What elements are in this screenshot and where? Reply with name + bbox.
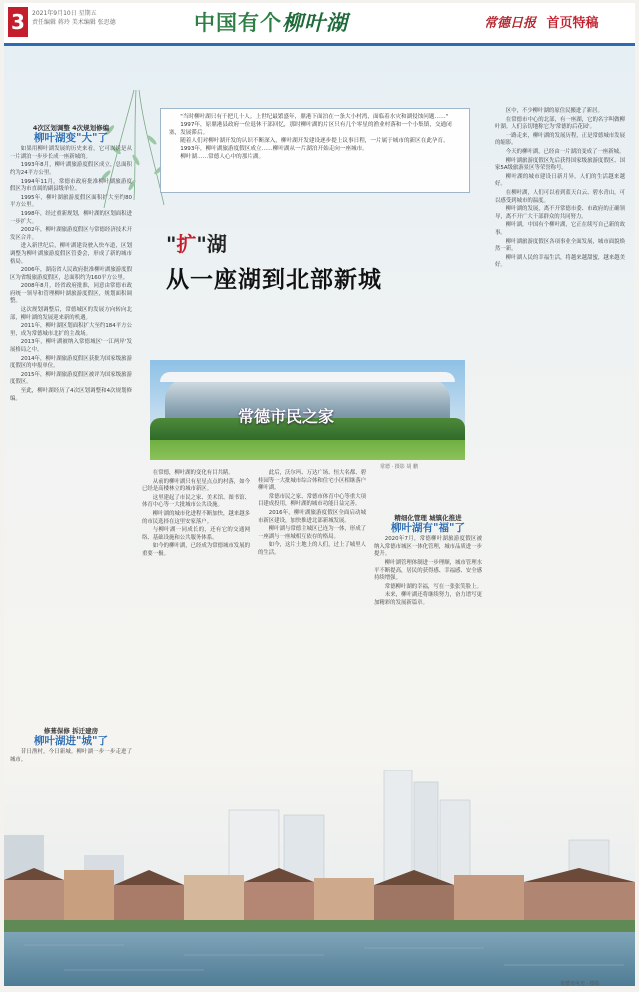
skyline-credit: 常德市风光 · 摄影 [560, 981, 600, 987]
paragraph: 柳叶湖与常德主城区已连为一体，形成了一座湖与一座城相互依存的格局。 [258, 526, 366, 540]
photo-lawn [150, 440, 465, 460]
photo-credit: 常德 · 摄影 胡 鹏 [380, 464, 418, 470]
middle-column-3 [374, 515, 482, 609]
middle-column-2 [258, 470, 366, 559]
section-tag: 精细化管理 城镇化推进 [394, 514, 462, 522]
main-headline [166, 228, 416, 294]
paragraph: 如今的柳叶湖，已经成为常德城市发展的重要一极。 [142, 543, 250, 557]
paragraph: 柳叶湖旅游度假区先后获得国家级旅游度假区、国家5A级旅游景区等荣誉称号。 [495, 157, 625, 172]
paragraph: 2020年7月，常德柳叶湖旅游度假区被纳入常德市城区一体化管理，城市品质进一步提升。 [374, 536, 482, 558]
section-subhead: 柳叶湖变"大"了 [34, 131, 108, 144]
paragraph: 2016年，柳叶湖旅游度假区全面启动城市新区建设，加快推进北部新城发展。 [258, 509, 366, 524]
paragraph: 此后，沃尔玛、万达广场、恒大名都、碧桂园等一大批城市综合体和住宅小区相继落户柳叶湖。 [258, 470, 366, 492]
paragraph: 柳叶湖的城市建设日新月异，人们的生活越来越好。 [495, 173, 625, 188]
paragraph: 进入新世纪后，柳叶湖建设驶入快车道，区划调整为柳叶湖旅游度假区管委会，形成了新的城市格局。 [10, 243, 132, 265]
page-number: 3 [8, 7, 28, 37]
middle-column-1 [142, 470, 250, 560]
headline-kicker: "扩"湖 [166, 232, 227, 256]
paragraph: 2015年，柳叶湖旅游度假区被评为国家级旅游度假区。 [10, 371, 132, 386]
paragraph: 从前的柳叶湖只有星星点点的村落，如今已经是高楼林立的城市新区。 [142, 478, 250, 493]
issue-date: 2021年9月10日 星期五 [32, 10, 97, 17]
headline-title: 从一座湖到北部新城 [166, 266, 382, 293]
intro-quote-box [160, 108, 470, 193]
photo-sign-text: 常德市民之家 [238, 407, 335, 426]
left-column-bottom [10, 728, 132, 765]
section-subhead: 柳叶湖进"城"了 [34, 734, 108, 747]
paragraph: 未来，柳叶湖还将继续努力，奋力谱写更加精彩的发展新篇章。 [374, 592, 482, 606]
paragraph: 这次规划调整后，常德城区的发展方向转向北部，柳叶湖的发展迎来新的机遇。 [10, 307, 132, 321]
paragraph: 常德柳叶湖的幸福，写在一张张笑脸上。 [384, 583, 482, 590]
paragraph: 常德市民之家、常德市体育中心等重大项目建成投用，柳叶湖的城市功能日益完善。 [258, 493, 366, 508]
paragraph: 在柳叶湖，人们可以看到蓝天白云、碧水青山，可以感受到城市的温度。 [495, 189, 625, 204]
paragraph: 如果用柳叶湖发展的历史来看，它可以说是从一片湖泊一步步长成一座新城的。 [10, 146, 132, 160]
paragraph: 柳叶湖的发展，离不开常德市委、市政府的正确领导，离不开广大干部群众的共同努力。 [495, 206, 625, 220]
paragraph: 柳叶湖旅游度假区各项事业全面发展，城市面貌焕然一新。 [495, 238, 625, 253]
paragraph: 1993年8月，柳叶湖旅游度假区成立，总面积约为24平方公里。 [10, 162, 132, 176]
quote-paragraph: 1993年，柳叶湖旅游度假区成立……柳叶湖从一片湖泊开始走向一座城市。 [180, 146, 368, 152]
section-tag: 4次区划调整 4次规划修编 [32, 124, 110, 132]
paragraph: 柳叶湖管理体制进一步理顺，城市管理水平不断提高，居民的获得感、幸福感、安全感持续增强。 [374, 559, 482, 582]
paragraph: 2006年，湖南省人民政府批准柳叶湖旅游度假区为省级旅游度假区，总面积约为160平方公里。 [10, 267, 132, 281]
paragraph: 柳叶湖，中国有个柳叶湖，它正在续写自己新的故事。 [495, 222, 625, 236]
paragraph: 1998年，经过重新规划，柳叶湖的区划面积进一步扩大。 [10, 210, 132, 225]
paragraph: 柳叶湖的城市化进程不断加快，越来越多的市民选择在这里安家落户。 [142, 510, 250, 525]
quote-paragraph: 随着人们对柳叶湖开发的认识不断深入，柳叶湖开发建设逐步提上议事日程，一片属于城市的新区在此孕育。 [180, 138, 449, 144]
paragraph: 今天的柳叶湖，已经由一片湖泊变成了一座新城。 [505, 148, 625, 155]
quote-paragraph: 1997年，原鼎港县政府一位退休干部回忆，那时柳叶湖的片区只有几个零星的渔业村落和一个小集镇，交通闭塞，发展滞后。 [169, 122, 452, 136]
paragraph: 1995年，柳叶湖旅游度假区面积扩大至约80平方公里。 [10, 194, 132, 209]
paragraph: 至此，柳叶湖经历了4次区划调整和4次规划修编。 [10, 388, 132, 402]
paragraph: 区中，不少柳叶湖的原住民搬进了新居。 [505, 108, 603, 114]
paragraph: 一路走来，柳叶湖的发展历程，正是常德城市发展的缩影。 [495, 132, 625, 147]
quote-paragraph: 柳叶湖……常德人心中的那片湖。 [180, 154, 265, 160]
masthead-art: 柳叶湖 [282, 10, 348, 35]
kicker-word: 扩 [176, 232, 197, 256]
paragraph: 2013年，柳叶湖被纳入常德城区'一江两岸'发展格局之中。 [10, 339, 132, 354]
section-tag: 修葺保修 拆迁建房 [43, 727, 99, 735]
paragraph: 昔日渔村，今日新城。柳叶湖一步一步走进了城市。 [10, 749, 132, 763]
paragraph: 2011年，柳叶湖区划面积扩大至约184平方公里，成为常德城市北扩的主战场。 [10, 323, 132, 337]
paragraph: 2014年，柳叶湖旅游度假区获批为国家级旅游度假区的申报单位。 [10, 355, 132, 370]
right-column [495, 108, 625, 271]
paragraph: 与柳叶湖一同成长的，还有它的交通网络、基础设施和公共服务体系。 [142, 527, 250, 541]
city-skyline-photo [4, 770, 635, 986]
paper-brand [484, 12, 599, 31]
paragraph: 在常德，柳叶湖的变化有目共睹。 [152, 470, 234, 476]
paper-name: 常德日报 [484, 16, 537, 31]
paragraph: 在常德市中心的北部，有一座湖，它的名字叫做柳叶湖。人们亲切地称它为'常德的后花园'。 [495, 116, 625, 131]
page-masthead [194, 7, 348, 37]
section-subhead: 柳叶湖有"福"了 [391, 521, 465, 534]
paragraph: 2008年8月，经省政府批准，同意由常德市政府统一领导和管理柳叶湖旅游度假区，规划面积调整。 [10, 283, 132, 305]
paragraph: 1994年11月，常德市政府批准柳叶湖旅游度假区为市直属的副县级单位。 [10, 178, 132, 193]
masthead-prefix: 中国有个 [194, 10, 282, 35]
paragraph: 这里建起了市民之家、美术馆、图书馆、体育中心等一大批城市公共设施。 [142, 494, 250, 509]
paragraph: 2002年，柳叶湖旅游度假区与常德经济技术开发区合并。 [10, 227, 132, 241]
quote-paragraph: "当时柳叶湖只有千把几十人。上世纪最繁盛年，鼎港下面泊在一条大小村湾，面临着水灾和湖侵蚀问题……" [180, 114, 449, 120]
photo-roof [160, 372, 455, 382]
issue-meta [32, 9, 116, 27]
paragraph: 柳叶湖人民的幸福生活，将越来越甜蜜，越来越美好。 [495, 254, 625, 269]
paragraph: 如今，这片土地上的人们，过上了城里人的生活。 [258, 542, 366, 556]
issue-editors: 责任编辑 蒋玲 美术编辑 张思德 [32, 19, 116, 26]
left-column [10, 125, 132, 404]
page-name: 首页特稿 [546, 16, 599, 31]
page-header [4, 3, 635, 46]
citizen-center-photo [150, 360, 465, 460]
